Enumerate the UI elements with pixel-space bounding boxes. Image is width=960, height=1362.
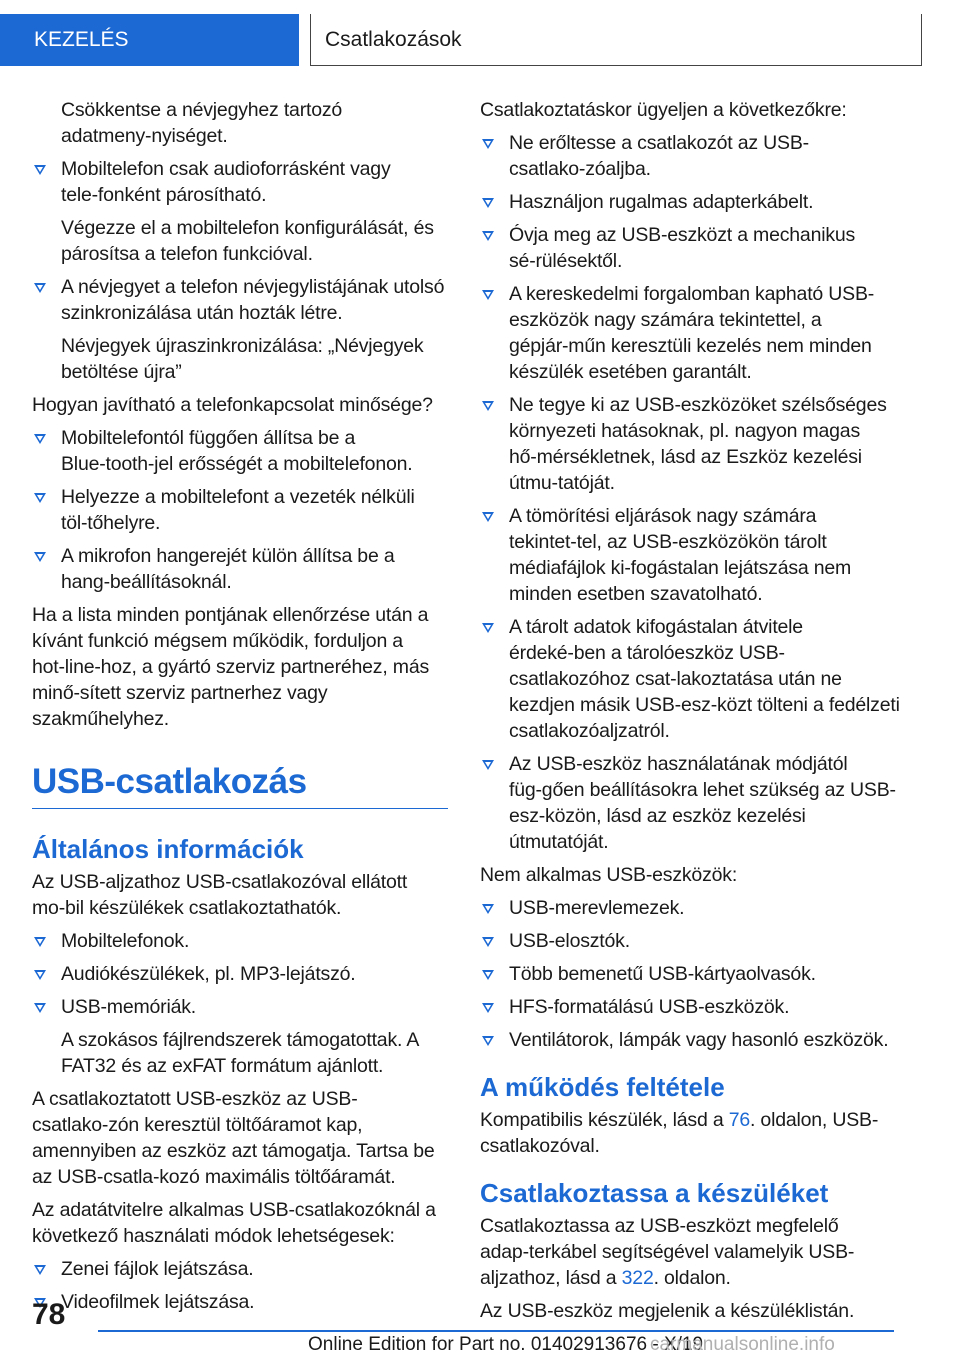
list-item [480, 222, 900, 274]
text: . oldalon, USB-csatlakozóval. [480, 1109, 879, 1157]
list-item-text: A mikrofon hangerejét külön állítsa be a hang‑beállításoknál. [61, 545, 395, 593]
paragraph [480, 1107, 900, 1159]
paragraph: Csatlakoztatáskor ügyeljen a következőkre: [480, 99, 847, 121]
triangle-bullet-icon [482, 1003, 494, 1013]
triangle-bullet-icon [34, 970, 46, 980]
paragraph: A csatlakoztatott USB-eszköz az USB-csatlako‑zón keresztül töltőáramot kap, amennyiben az eszköz azt támogatja. Tartsa be az USB-csatla‑kozó maximális töltőáramát. [32, 1088, 435, 1188]
triangle-bullet-icon [482, 401, 494, 411]
paragraph: Nem alkalmas USB-eszközök: [480, 864, 738, 886]
list-item-text: USB-elosztók. [509, 930, 630, 952]
list-item [480, 503, 900, 607]
triangle-bullet-icon [482, 139, 494, 149]
section-tab: KEZELÉS [0, 14, 299, 66]
triangle-bullet-icon [482, 760, 494, 770]
footer-divider [98, 1330, 894, 1332]
text: . oldalon. [653, 1267, 731, 1289]
triangle-bullet-icon [482, 937, 494, 947]
list-item-text: Használjon rugalmas adapterkábelt. [509, 191, 814, 213]
bullet-list [32, 425, 448, 595]
list-item [480, 994, 900, 1020]
list-item-text: Ne tegye ki az USB-eszközöket szélsőséges környezeti hatásoknak, pl. nagyon magas hő‑mérsékletnek, lásd az Eszköz kezelési útmu‑tatóját. [509, 394, 887, 494]
list-item [32, 156, 448, 208]
triangle-bullet-icon [482, 904, 494, 914]
list-item [32, 274, 448, 326]
question-text: Hogyan javítható a telefonkapcsolat minősége? [32, 394, 433, 416]
section-heading: USB-csatlakozás [32, 762, 448, 809]
triangle-bullet-icon [482, 512, 494, 522]
paragraph [480, 1213, 900, 1291]
triangle-bullet-icon [34, 937, 46, 947]
list-item [32, 425, 448, 477]
edition-text: Online Edition for Part no. 01402913676 - X/19 [308, 1334, 704, 1355]
list-item-text: Mobiltelefontól függően állítsa be a Blue‑tooth‑jel erősségét a mobiltelefonon. [61, 427, 413, 475]
triangle-bullet-icon [34, 434, 46, 444]
list-item [32, 961, 448, 987]
list-item [480, 751, 900, 855]
continued-text: Végezze el a mobiltelefon konfigurálását, és párosítsa a telefon funkcióval. [61, 217, 434, 265]
right-column [480, 97, 900, 1331]
list-item [32, 484, 448, 536]
page-link[interactable]: 322 [621, 1267, 654, 1289]
list-item [32, 543, 448, 595]
list-item-text: Több bemenetű USB-kártyaolvasók. [509, 963, 816, 985]
bullet-list [32, 1256, 448, 1315]
triangle-bullet-icon [34, 283, 46, 293]
triangle-bullet-icon [34, 493, 46, 503]
continued-text: Névjegyek újraszinkronizálása: „Névjegyek betöltése újra” [61, 335, 424, 383]
list-item [32, 1289, 448, 1315]
list-item [480, 281, 900, 385]
list-item-text: Mobiltelefonok. [61, 930, 190, 952]
list-item-text: Óvja meg az USB-eszközt a mechanikus sé‑rülésektől. [509, 224, 856, 272]
subsection-heading: Általános információk [32, 834, 304, 864]
list-item-text: A névjegyet a telefon névjegylistájának utolsó szinkronizálása után hozták létre. [61, 276, 445, 324]
continued-text: Csökkentse a névjegyhez tartozó adatmeny‑nyiséget. [61, 99, 343, 147]
list-item-text: USB-merevlemezek. [509, 897, 685, 919]
bullet-list [32, 274, 448, 326]
list-item-text: Zenei fájlok lejátszása. [61, 1258, 254, 1280]
list-item-text: Videofilmek lejátszása. [61, 1291, 255, 1313]
paragraph: Az USB-eszköz megjelenik a készüléklistán. [480, 1300, 855, 1322]
triangle-bullet-icon [482, 1036, 494, 1046]
subsection-heading: Csatlakoztassa a készüléket [480, 1178, 829, 1208]
list-item [32, 928, 448, 954]
list-item-text: A kereskedelmi forgalomban kapható USB-eszközök nagy számára tekintettel, a gépjár‑műn keresztüli kezelés nem minden készülék esetében garantált. [509, 283, 875, 383]
bullet-list [32, 156, 448, 208]
paragraph: Az adatátvitelre alkalmas USB-csatlakozóknál a következő használati módok lehetségesek: [32, 1199, 436, 1247]
left-column [32, 97, 448, 1322]
list-item [480, 130, 900, 182]
list-item-text: Ventilátorok, lámpák vagy hasonló eszközök. [509, 1029, 889, 1051]
page-number: 78 [32, 1298, 66, 1331]
bullet-list [480, 130, 900, 855]
bullet-list [32, 928, 448, 1020]
continued-text: A szokásos fájlrendszerek támogatottak. A FAT32 és az exFAT formátum ajánlott. [61, 1029, 419, 1077]
list-item [480, 928, 900, 954]
list-item-text: Az USB-eszköz használatának módjától füg‑gően beállításokra lehet szükség az USB-esz‑közön, lásd az eszköz kezelési útmutatóját. [509, 753, 896, 853]
list-item-text: Ne erőltesse a csatlakozót az USB-csatlako‑zóaljba. [509, 132, 809, 180]
paragraph: Az USB-aljzathoz USB-csatlakozóval ellátott mo‑bil készülékek csatlakoztathatók. [32, 871, 408, 919]
triangle-bullet-icon [482, 970, 494, 980]
page-link[interactable]: 76 [728, 1109, 750, 1131]
list-item-text: A tárolt adatok kifogástalan átvitele érdeké‑ben a tárolóeszköz USB-csatlakozóhoz csat‑lakoztatása után ne kezdjen másik USB-esz‑közt tölteni a fedélzeti csatlakozóaljzatról. [509, 616, 900, 742]
list-item-text: Mobiltelefon csak audioforrásként vagy tele‑fonként párosítható. [61, 158, 391, 206]
list-item [480, 392, 900, 496]
list-item-text: A tömörítési eljárások nagy számára tekintet‑tel, az USB-eszközökön tárolt médiafájlok ki‑fogástalan lejátszása nem minden esetben szavatolható. [509, 505, 852, 605]
list-item [480, 614, 900, 744]
triangle-bullet-icon [482, 231, 494, 241]
triangle-bullet-icon [34, 552, 46, 562]
text: Csatlakoztassa az USB-eszközt megfelelő adap‑terkábel segítségével valamelyik USB-aljzathoz, lásd a [480, 1215, 855, 1289]
triangle-bullet-icon [34, 1265, 46, 1275]
list-item [480, 1027, 900, 1053]
subsection-heading: A működés feltétele [480, 1072, 725, 1102]
triangle-bullet-icon [34, 165, 46, 175]
list-item-text: Audiókészülékek, pl. MP3-lejátszó. [61, 963, 356, 985]
triangle-bullet-icon [482, 290, 494, 300]
triangle-bullet-icon [482, 623, 494, 633]
triangle-bullet-icon [34, 1003, 46, 1013]
list-item [480, 895, 900, 921]
bullet-list [480, 895, 900, 1053]
list-item-text: Helyezze a mobiltelefont a vezeték nélküli töl‑tőhelyre. [61, 486, 415, 534]
list-item [480, 961, 900, 987]
text: Kompatibilis készülék, lásd a [480, 1109, 729, 1131]
triangle-bullet-icon [482, 198, 494, 208]
watermark: carmanualsonline.info [650, 1334, 835, 1355]
list-item-text: USB-memóriák. [61, 996, 197, 1018]
list-item-text: HFS-formatálású USB-eszközök. [509, 996, 790, 1018]
list-item [32, 1256, 448, 1282]
list-item [480, 189, 900, 215]
list-item [32, 994, 448, 1020]
paragraph: Ha a lista minden pontjának ellenőrzése után a kívánt funkció mégsem működik, forduljon a hot‑line‑hoz, a gyártó szerviz partneréhez, más minő‑sített szerviz partnerhez vagy szakműhelyhez. [32, 604, 430, 730]
chapter-title: Csatlakozások [310, 14, 922, 66]
